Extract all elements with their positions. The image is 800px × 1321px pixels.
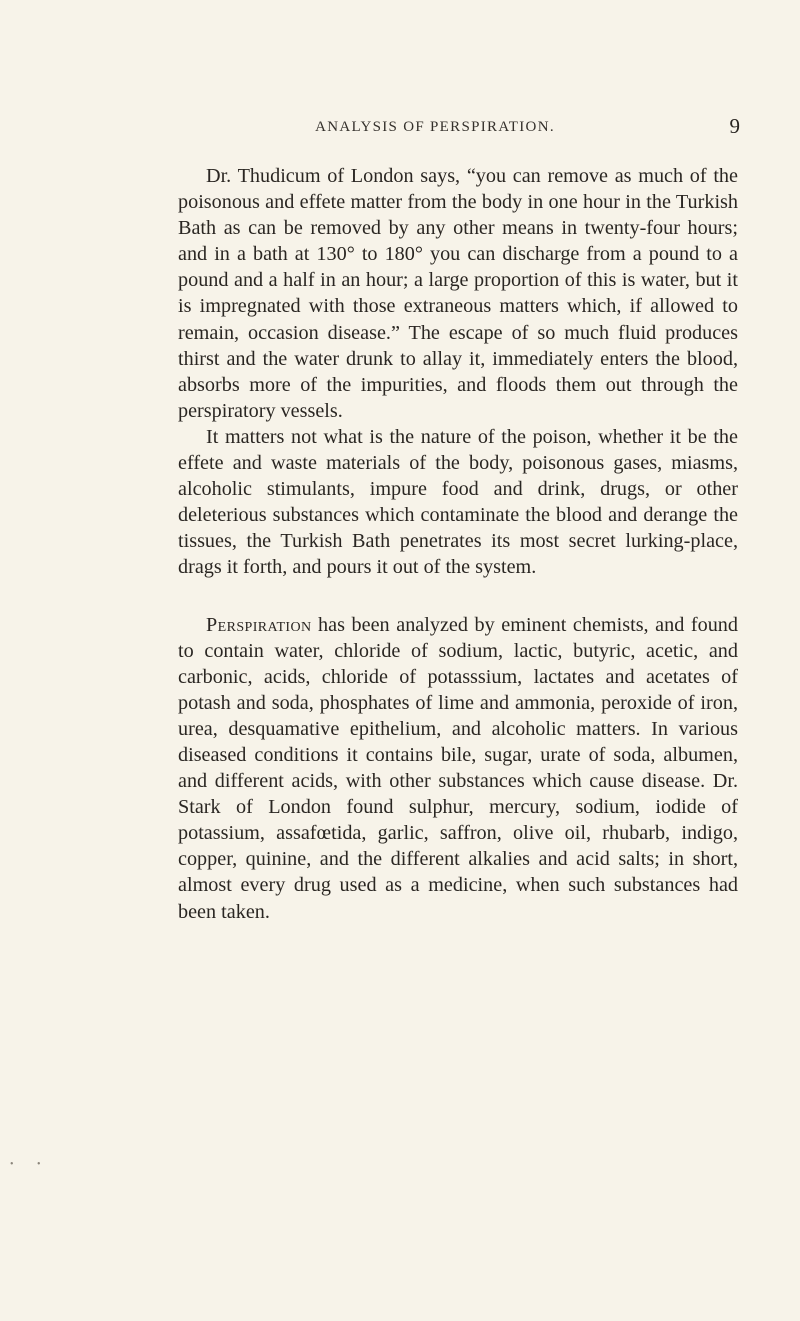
body-text bbox=[178, 163, 738, 925]
paragraph-body: has been analyzed by eminent chemists, and found to contain water, chloride of sodium, lactic, butyric, acetic, and carbonic, acids, chloride of potasssium, lactates and acetates of potash and soda, phosphates of lime and ammonia, peroxide of iron, urea, desquamative epithelium, and alcoholic matters. In various diseased conditions it contains bile, sugar, urate of soda, albumen, and different acids, with other substances which cause disease. Dr. Stark of London found sulphur, mercury, sodium, iodide of potassium, assafœtida, garlic, saffron, olive oil, rhubarb, indigo, copper, quinine, and the different alkalies and acid salts; in short, almost every drug used as a medicine, when such substances had been taken. bbox=[178, 613, 738, 923]
page-number: 9 bbox=[729, 114, 740, 138]
margin-dot-mark: • bbox=[10, 1159, 14, 1170]
paragraph-poison-nature: It matters not what is the nature of the poison, whether it be the effete and waste materials of the body, poisonous gases, miasms, alcoholic stimulants, impure food and drink, drugs, or other deleterious substances which contaminate the blood and derange the tissues, the Turkish Bath penetrates its most secret lurking-place, drags it forth, and pours it out of the system. bbox=[178, 425, 738, 579]
paragraph-thudicum-quote: Dr. Thudicum of London says, “you can remove as much of the poisonous and effete matter from the body in one hour in the Turkish Bath as can be removed by any other means in twenty-four hours; and in a bath at 130° to 180° you can discharge from a pound to a pound and a half in an hour; a large proportion of this is water, but it is impregnated with those extraneous matters which, if allowed to remain, occasion disease.” The escape of so much fluid produces thirst and the water drunk to allay it, immediately enters the blood, absorbs more of the impurities, and floods them out through the perspiratory vessels. bbox=[178, 165, 738, 422]
running-title: ANALYSIS OF PERSPIRATION. bbox=[315, 119, 555, 135]
paragraph-perspiration-analysis bbox=[178, 612, 738, 925]
paragraph-lead-word: Perspiration bbox=[206, 613, 312, 636]
running-head bbox=[130, 115, 740, 139]
margin-dot-mark: • bbox=[37, 1159, 41, 1170]
